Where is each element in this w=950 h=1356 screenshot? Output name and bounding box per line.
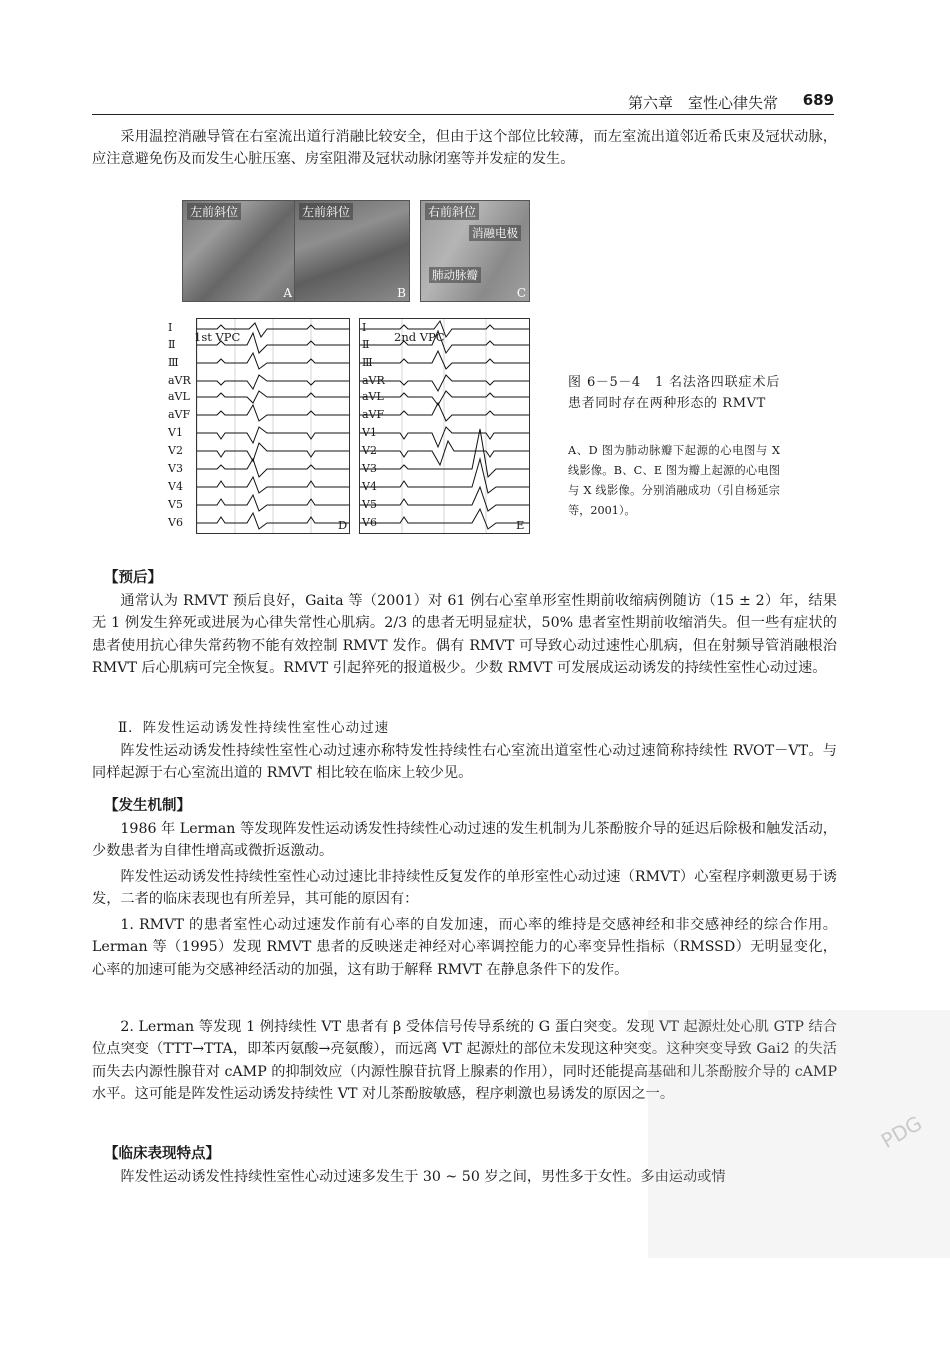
mechanism-heading: 【发生机制】: [104, 797, 191, 814]
ecg-annotation-d: 1st VPC: [194, 330, 241, 344]
lead-label: Ⅱ: [362, 338, 370, 351]
pulmonary-valve-label: 肺动脉瓣: [429, 267, 481, 283]
lead-label: aVF: [168, 408, 191, 421]
xray-panel-c: [420, 200, 530, 302]
lead-label: V2: [362, 444, 377, 457]
mechanism-paragraph-3: 1. RMVT 的患者室性心动过速发作前有心率的自发加速，而心率的维持是交感神经和非交感神经的综合作用。Lerman 等（1995）发现 RMVT 患者的反映迷走神经对心率调控能力的心率变异性指标（RMSSD）无明显变化，心率的加速可能为交感神经活动的加强，这有助于解释 RMVT 在静息条件下的发作。: [92, 917, 837, 978]
lead-label: Ⅰ: [168, 321, 173, 334]
ecg-annotation-e: 2nd VPC: [394, 330, 445, 344]
figure-caption-body: A、D 图为肺动脉瓣下起源的心电图与 X 线影像。B、C、E 图为瓣上起源的心电图与 X 线影像。分别消融成功（引自杨延宗等，2001）。: [568, 444, 780, 517]
panel-letter: E: [516, 518, 525, 532]
subsection-heading: Ⅱ．阵发性运动诱发性持续性室性心动过速: [118, 720, 390, 736]
panel-letter: D: [338, 518, 348, 532]
lead-label: Ⅲ: [362, 356, 373, 369]
mechanism-paragraph-2: 阵发性运动诱发性持续性室性心动过速比非持续性反复发作的单形室性心动过速（RMVT）心室程序刺激更易于诱发，二者的临床表现也有所差异，其可能的原因有：: [92, 869, 837, 908]
page-number: 689: [802, 91, 834, 109]
lead-label: V1: [362, 426, 377, 439]
ecg-traces-d: [197, 319, 349, 533]
lead-label: aVL: [362, 390, 384, 403]
clinical-paragraph: 阵发性运动诱发性持续性室性心动过速多发生于 30 ~ 50 岁之间，男性多于女性。多由运动或情: [120, 1169, 726, 1185]
xray-panel-a: [182, 200, 296, 302]
ecg-panel-d: [196, 318, 350, 534]
lead-label: aVR: [362, 374, 385, 387]
lead-label: aVF: [362, 408, 385, 421]
xray-view-label: 右前斜位: [425, 203, 479, 220]
lead-label: Ⅱ: [168, 338, 176, 351]
lead-label: V4: [362, 480, 377, 493]
chapter-title: 第六章 室性心律失常: [627, 94, 778, 112]
lead-label: V5: [362, 498, 377, 511]
lead-label: V3: [168, 462, 183, 475]
lead-label: V1: [168, 426, 183, 439]
lead-label: V4: [168, 480, 183, 493]
panel-letter: A: [283, 286, 292, 300]
panel-letter: C: [516, 286, 526, 300]
lead-label: V2: [168, 444, 183, 457]
lead-label: V3: [362, 462, 377, 475]
lead-label: V5: [168, 498, 183, 511]
mechanism-paragraph-1: 1986 年 Lerman 等发现阵发性运动诱发性持续性心动过速的发生机制为儿茶酚胺介导的延迟后除极和触发活动，少数患者为自律性增高或微折返激动。: [92, 821, 837, 860]
lead-label: Ⅰ: [362, 321, 367, 334]
ecg-panel-e: [359, 318, 530, 534]
xray-view-label: 左前斜位: [299, 203, 353, 220]
lead-label: Ⅲ: [168, 356, 179, 369]
lead-label: aVR: [168, 374, 191, 387]
lead-label: V6: [168, 516, 183, 529]
prognosis-heading: 【预后】: [104, 569, 162, 586]
clinical-heading: 【临床表现特点】: [104, 1145, 220, 1162]
watermark-text: PDG: [876, 1110, 927, 1154]
subsection-paragraph: 阵发性运动诱发性持续性室性心动过速亦称特发性持续性右心室流出道室性心动过速简称持续性 RVOT－VT。与同样起源于右心室流出道的 RMVT 相比较在临床上较少见。: [92, 743, 837, 782]
lead-label: V6: [362, 516, 377, 529]
running-header: [92, 90, 834, 115]
ablation-electrode-label: 消融电极: [469, 225, 521, 241]
intro-paragraph: 采用温控消融导管在右室流出道行消融比较安全，但由于这个部位比较薄，而左室流出道邻近希氏束及冠状动脉，应注意避免伤及而发生心脏压塞、房室阻滞及冠状动脉闭塞等并发症的发生。: [92, 129, 837, 168]
lead-label: aVL: [168, 390, 190, 403]
xray-panel-b: [294, 200, 410, 302]
prognosis-paragraph: 通常认为 RMVT 预后良好，Gaita 等（2001）对 61 例右心室单形室性期前收缩病例随访（15 ± 2）年，结果无 1 例发生猝死或进展为心律失常性心肌病。2/3 的患者无明显症状，50% 患者室性期前收缩消失。但一些有症状的患者使用抗心律失常药物不能有效控制 RMVT 发作。偶有 RMVT 可导致心动过速性心肌病，但在射频导管消融根治 RMVT 后心肌病可完全恢复。RMVT 引起猝死的报道极少。少数 RMVT 可发展成运动诱发的持续性室性心动过速。: [92, 593, 837, 677]
figure-caption-title: 图 6－5－4 1 名法洛四联症术后患者同时存在两种形态的 RMVT: [568, 375, 780, 411]
ecg-traces-e: [360, 319, 529, 533]
panel-letter: B: [397, 286, 406, 300]
xray-view-label: 左前斜位: [187, 203, 241, 220]
mechanism-paragraph-4: 2. Lerman 等发现 1 例持续性 VT 患者有 β 受体信号传导系统的 G 蛋白突变。发现 VT 起源灶处心肌 GTP 结合位点突变（TTT→TTA，即苯丙氨酸→亮氨酸），而远离 VT 起源灶的部位未发现这种突变。这种突变导致 Gai2 的失活而失去内源性腺苷对 cAMP 的抑制效应（内源性腺苷抗肾上腺素的作用），同时还能提高基础和儿茶酚胺介导的 cAMP 水平。这可能是阵发性运动诱发持续性 VT 对儿茶酚胺敏感，程序刺激也易诱发的原因之一。: [92, 1019, 837, 1103]
